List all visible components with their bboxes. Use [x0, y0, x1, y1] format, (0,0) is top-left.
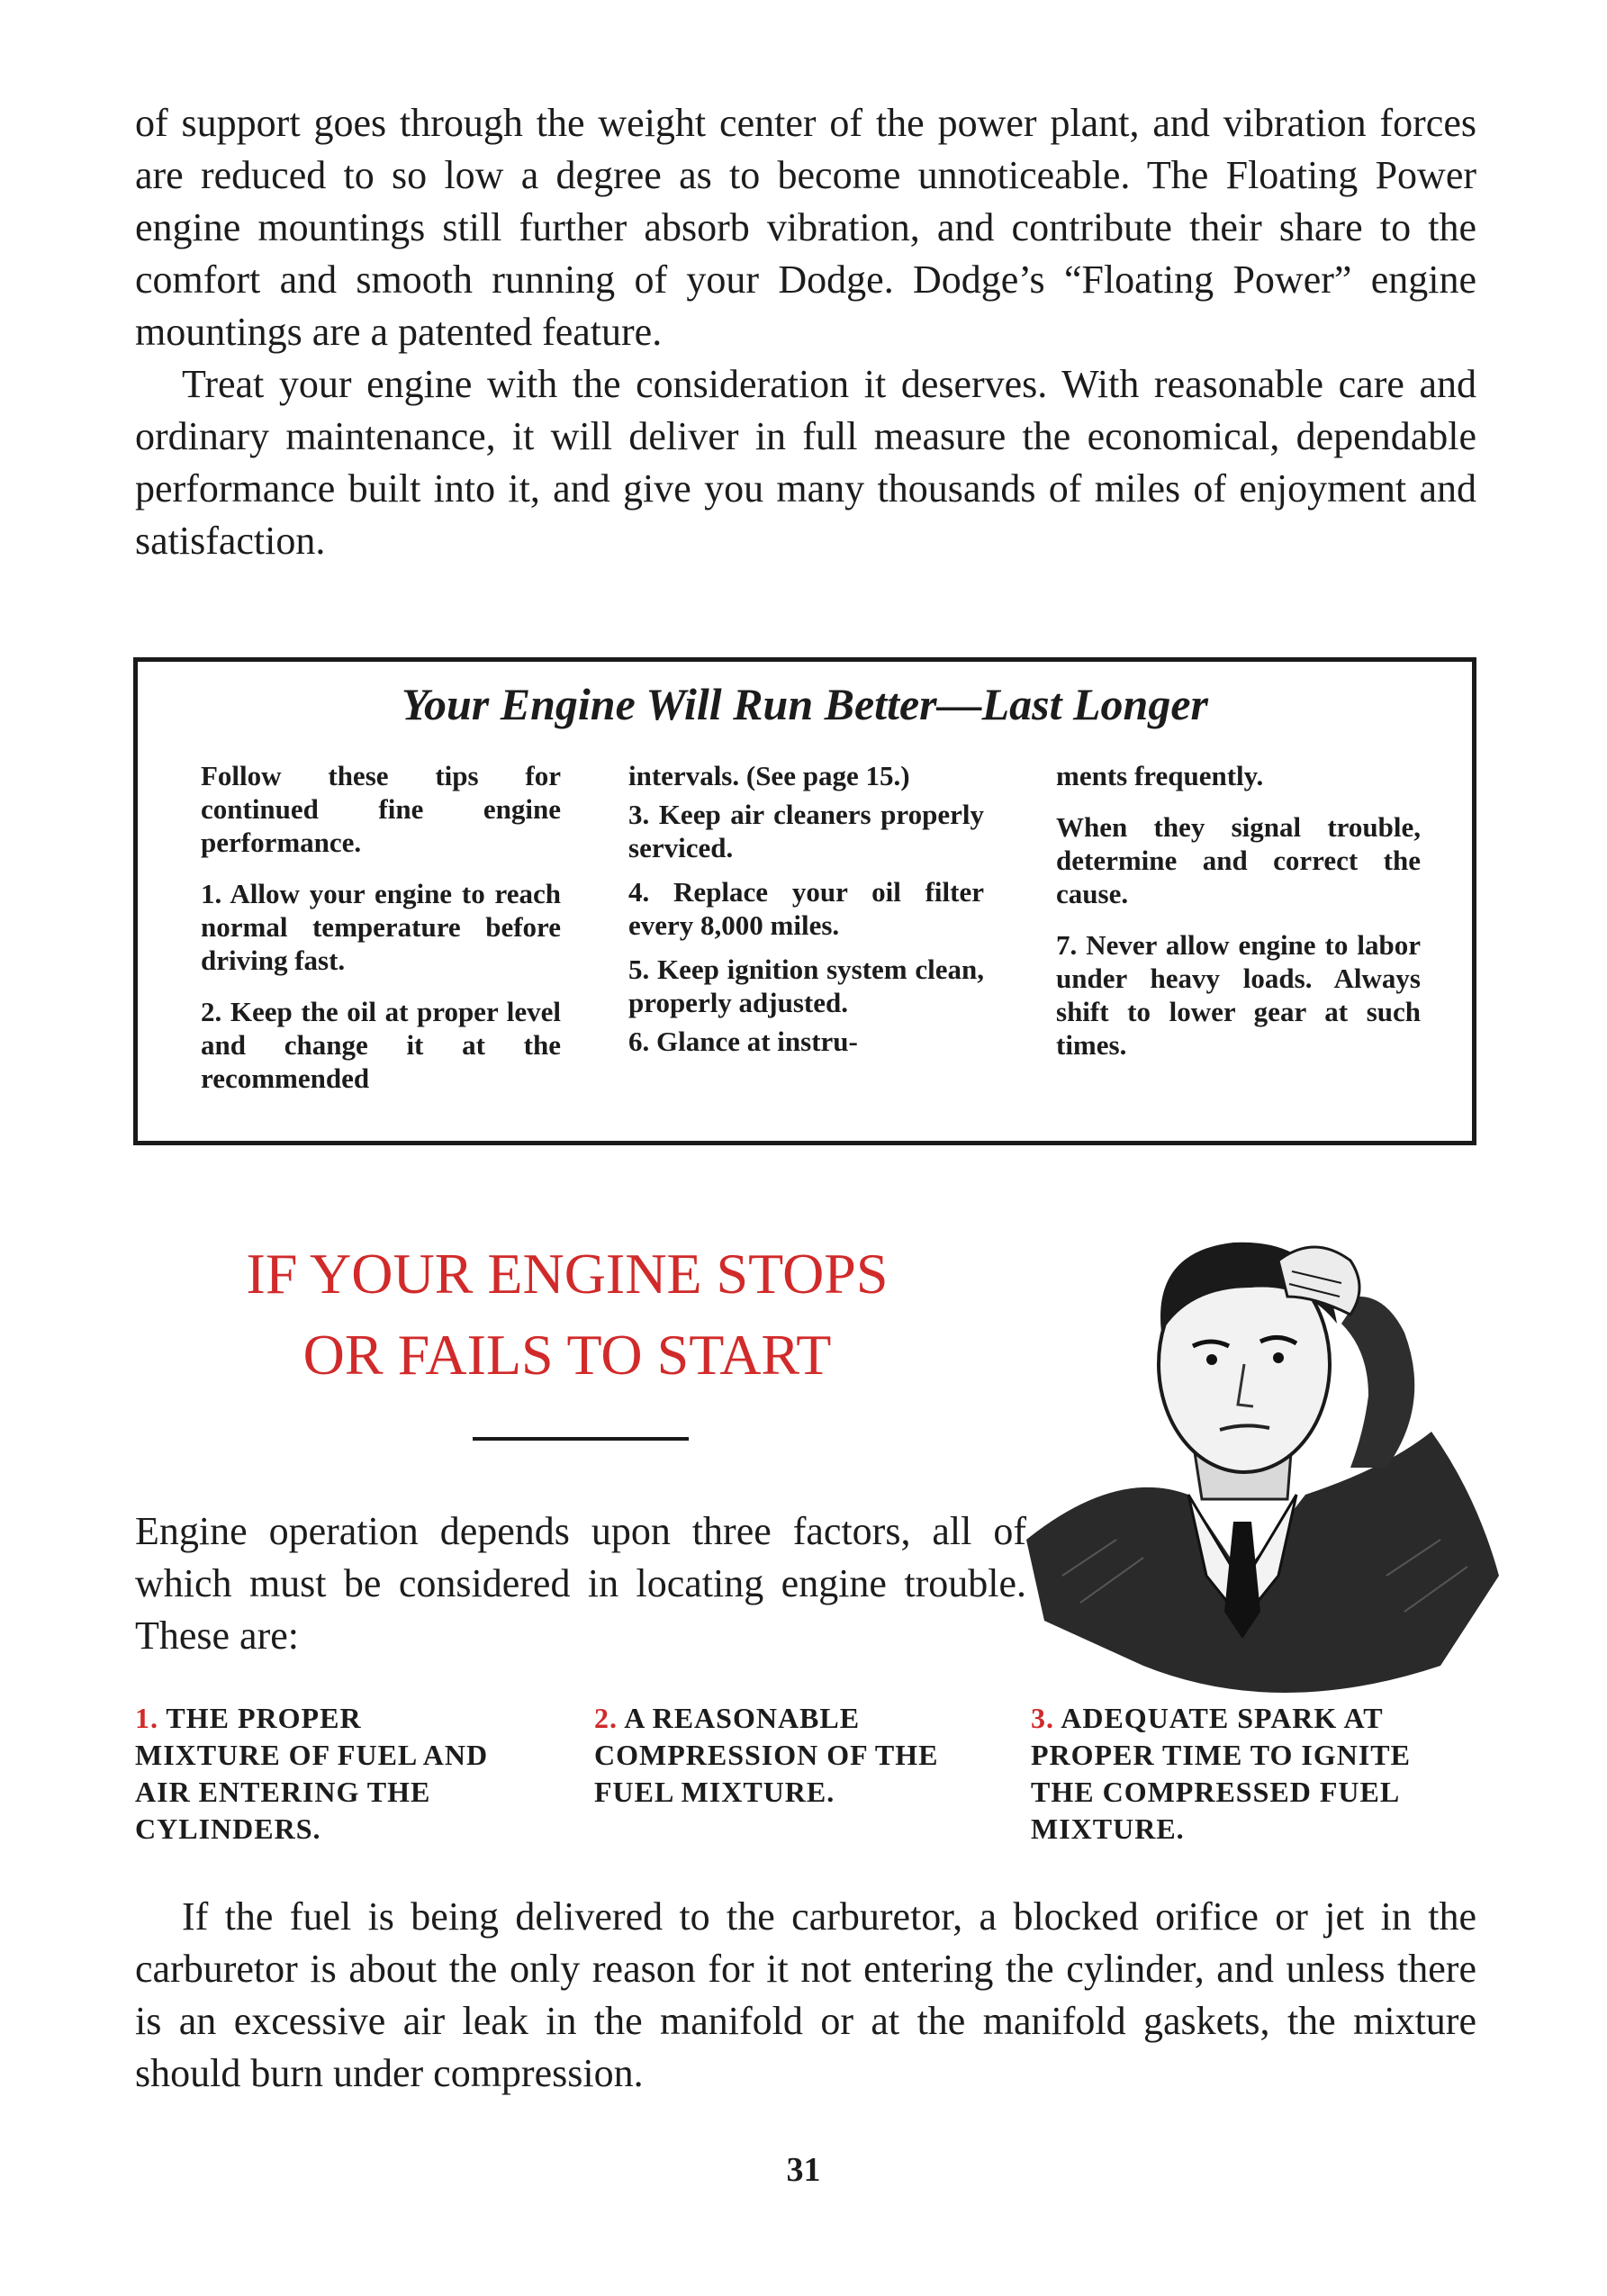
closing-text	[135, 1891, 1476, 2100]
tips-column-2	[628, 759, 984, 1076]
tips-column-3	[1056, 759, 1421, 1080]
tips-title: Your Engine Will Run Better—Last Longer	[401, 679, 1209, 729]
tips-intro: Follow these tips for continued fine engine performance.	[201, 760, 561, 858]
factor-text: THE PROPER MIXTURE OF FUEL AND AIR ENTERING THE CYLINDERS.	[135, 1702, 489, 1845]
tips-column-1	[201, 759, 561, 1113]
tip-item: ments frequently.	[1056, 760, 1264, 791]
factor-number: 2.	[594, 1702, 618, 1734]
tip-item: When they signal trouble, determine and correct the cause.	[1056, 811, 1421, 909]
factor-3	[1031, 1700, 1476, 1848]
tip-item: 1. Allow your engine to reach normal temperature before driving fast.	[201, 878, 561, 976]
intro-paragraph-2: Treat your engine with the consideration it deserves. With reasonable care and ordinary maintenance, it will deliver in full measure the economical, dependable performance built into it, and give you many thousands of miles of enjoyment and satisfaction.	[135, 362, 1476, 563]
page-number: 31	[786, 2151, 821, 2189]
section-heading-line-1: IF YOUR ENGINE STOPS	[246, 1242, 889, 1306]
factor-text: A REASONABLE COMPRESSION OF THE FUEL MIXTURE.	[594, 1702, 939, 1808]
factor-number: 3.	[1031, 1702, 1054, 1734]
tip-item: 4. Replace your oil filter every 8,000 miles.	[628, 876, 984, 941]
puzzled-man-illustration	[1008, 1198, 1512, 1720]
factor-1	[135, 1700, 495, 1848]
closing-paragraph: If the fuel is being delivered to the carburetor, a blocked orifice or jet in the carburetor is about the only reason for it not entering the cylinder, and unless there is an excessive air leak in the manifold or at the manifold gaskets, the mixture should burn under compression.	[135, 1894, 1476, 2095]
tip-item: 6. Glance at instru-	[628, 1026, 858, 1057]
tip-item: intervals. (See page 15.)	[628, 760, 910, 791]
factor-2	[594, 1700, 954, 1811]
intro-paragraph-1: of support goes through the weight center of the power plant, and vibration forces are reduced to so low a degree as to become unnoticeable. The Floating Power engine mountings still further absorb vibration, and contribute their share to the comfort and smooth running of your Dodge. Dodge’s “Floating Power” engine mountings are a patented feature.	[135, 101, 1476, 354]
tip-item: 5. Keep ignition system clean, properly adjusted.	[628, 954, 984, 1018]
heading-divider	[473, 1437, 689, 1441]
tip-item: 2. Keep the oil at proper level and change it at the recommended	[201, 996, 561, 1094]
engine-tips-box	[133, 657, 1476, 1145]
section-heading-line-2: OR FAILS TO START	[302, 1323, 832, 1387]
tip-item: 7. Never allow engine to labor under heavy loads. Always shift to lower gear at such times.	[1056, 929, 1421, 1061]
intro-text	[135, 97, 1476, 567]
factor-number: 1.	[135, 1702, 158, 1734]
tip-item: 3. Keep air cleaners properly serviced.	[628, 799, 984, 863]
section-intro	[135, 1505, 1026, 1662]
factor-text: ADEQUATE SPARK AT PROPER TIME TO IGNITE THE COMPRESSED FUEL MIXTURE.	[1031, 1702, 1411, 1845]
section-intro-text: Engine operation depends upon three factors, all of which must be considered in locating engine trouble. These are:	[135, 1509, 1026, 1658]
